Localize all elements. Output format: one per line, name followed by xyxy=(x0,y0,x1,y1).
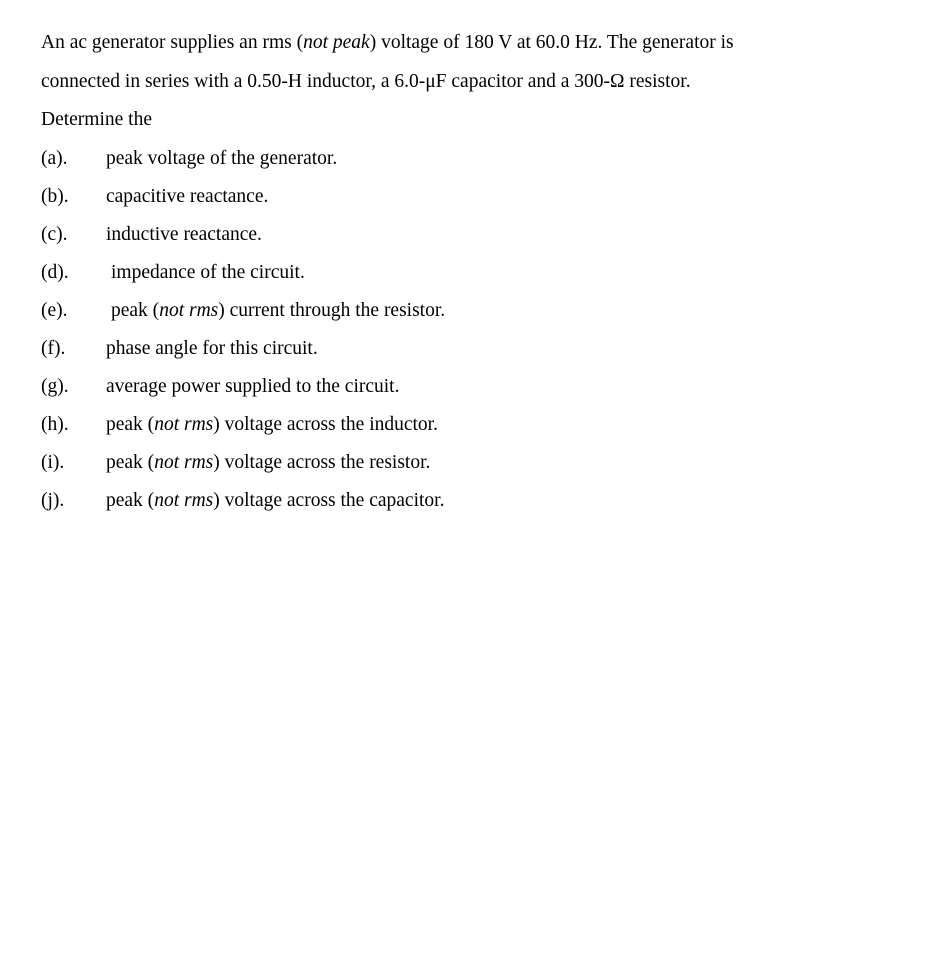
item-text-post: ) voltage across the capacitor. xyxy=(213,489,445,511)
item-label: (g). xyxy=(41,375,69,397)
intro-text: An ac generator supplies an rms ( xyxy=(41,32,304,53)
item-text-pre: peak ( xyxy=(106,489,155,511)
list-item-f xyxy=(41,336,921,374)
list-item-i xyxy=(41,450,921,488)
item-text-pre: peak ( xyxy=(106,413,155,435)
item-text xyxy=(111,298,445,336)
item-text xyxy=(106,412,438,450)
item-label: (f). xyxy=(41,337,66,359)
item-text: impedance of the circuit. xyxy=(111,261,305,283)
item-text: peak voltage of the generator. xyxy=(106,147,338,169)
item-label: (c). xyxy=(41,223,68,245)
item-label: (j). xyxy=(41,489,65,511)
emphasis-text: not rms xyxy=(159,299,219,321)
list-item-h xyxy=(41,412,921,450)
item-label: (b). xyxy=(41,185,69,207)
item-label: (i). xyxy=(41,451,65,473)
intro-line-1 xyxy=(41,30,921,69)
item-label: (d). xyxy=(41,261,69,283)
item-text xyxy=(106,488,444,526)
item-label: (h). xyxy=(41,413,69,435)
item-text-post: ) voltage across the inductor. xyxy=(213,413,438,435)
intro-text: ) voltage of 180 V at 60.0 Hz. The generator is xyxy=(369,32,734,53)
list-item-d xyxy=(41,260,921,298)
item-label: (e). xyxy=(41,299,68,321)
item-text-post: ) voltage across the resistor. xyxy=(213,451,431,473)
list-item-c xyxy=(41,222,921,260)
item-text: capacitive reactance. xyxy=(106,185,269,207)
item-label: (a). xyxy=(41,147,68,169)
item-text-pre: peak ( xyxy=(106,451,155,473)
item-text: phase angle for this circuit. xyxy=(106,337,318,359)
emphasis-text: not rms xyxy=(154,413,214,435)
list-item-e xyxy=(41,298,921,336)
list-item-b xyxy=(41,184,921,222)
item-text-post: ) current through the resistor. xyxy=(218,299,446,321)
item-text xyxy=(106,450,430,488)
item-text: average power supplied to the circuit. xyxy=(106,375,400,397)
emphasis-text: not rms xyxy=(154,451,214,473)
intro-line-2: connected in series with a 0.50-H inductor, a 6.0-μF capacitor and a 300-Ω resistor. xyxy=(41,70,691,92)
intro-line-3: Determine the xyxy=(41,109,152,130)
list-item-g xyxy=(41,374,921,412)
list-item-a xyxy=(41,146,921,184)
emphasis-text: not rms xyxy=(154,489,214,511)
item-text: inductive reactance. xyxy=(106,223,262,245)
problem-document xyxy=(41,30,921,526)
list-item-j xyxy=(41,488,921,526)
emphasis-text: not peak xyxy=(303,32,370,53)
item-text-pre: peak ( xyxy=(111,299,160,321)
